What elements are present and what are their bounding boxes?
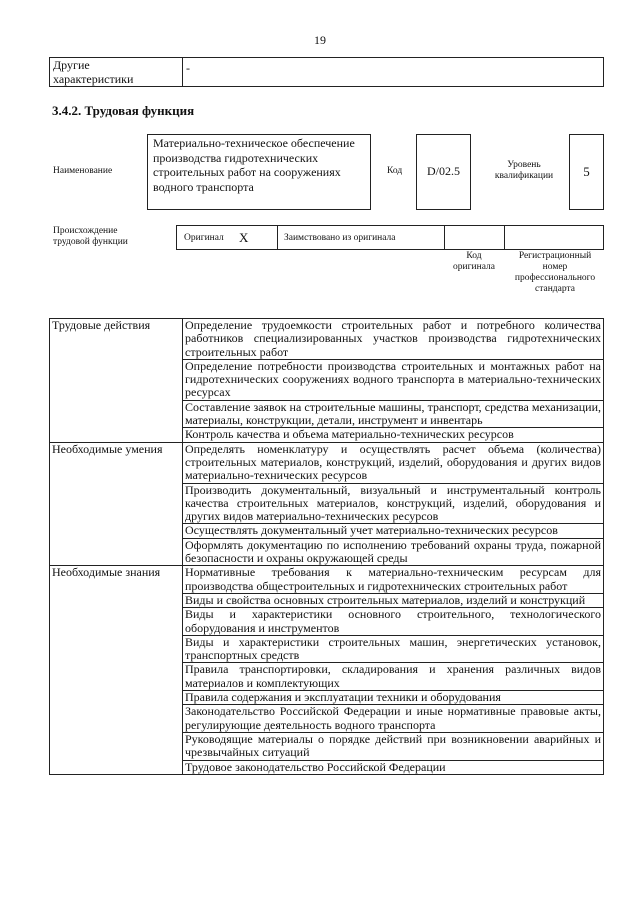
code-value-cell bbox=[416, 134, 471, 210]
item-cell: Определение потребности производства строительных и монтажных работ на гидротехнических сооружениях водного транспорта в материально-технических ресурсах bbox=[183, 359, 604, 400]
original-label: Оригинал bbox=[184, 233, 224, 243]
reg-caption: Регистрационный номер профессионального стандарта bbox=[514, 251, 596, 294]
category-cell: Необходимые умения bbox=[50, 442, 183, 566]
origin-reg-cell bbox=[504, 225, 604, 250]
name-value-cell bbox=[147, 134, 371, 210]
level-value: 5 bbox=[583, 164, 590, 179]
code-caption: Код оригинала bbox=[453, 251, 495, 272]
other-characteristics-label-cell bbox=[49, 57, 183, 87]
item-cell: Оформлять документацию по исполнению требований охраны труда, пожарной безопасности и охраны окружающей среды bbox=[183, 538, 604, 566]
level-label: Уровень квалификации bbox=[494, 160, 554, 181]
table-row bbox=[50, 319, 604, 360]
item-cell: Законодательство Российской Федерации и иные нормативные правовые акты, регулирующие деятельность водного транспорта bbox=[183, 705, 604, 733]
category-cell: Необходимые знания bbox=[50, 566, 183, 774]
item-cell: Производить документальный, визуальный и инструментальный контроль качества строительных материалов, конструкций, изделий, оборудования и других видов материально-технических ресурсов bbox=[183, 483, 604, 524]
item-cell: Трудовое законодательство Российской Федерации bbox=[183, 760, 604, 774]
origin-original-cell bbox=[176, 225, 278, 250]
item-cell: Определение трудоемкости строительных работ и потребного количества работников специализированных участков производства гидротехнических строительных работ bbox=[183, 319, 604, 360]
level-value-cell bbox=[569, 134, 604, 210]
other-characteristics-value: - bbox=[186, 61, 190, 75]
item-cell: Виды и характеристики основного строительного, технологического оборудования и инструментов bbox=[183, 608, 604, 636]
table-row bbox=[50, 442, 604, 483]
item-cell: Контроль качества и объема материально-технических ресурсов bbox=[183, 428, 604, 442]
item-cell: Составление заявок на строительные машины, транспорт, средства механизации, материалы, конструкции, детали, инструмент и инвентарь bbox=[183, 400, 604, 428]
function-name: Материально-техническое обеспечение производства гидротехнических строительных работ на сооружениях водного транспорта bbox=[153, 136, 355, 194]
origin-label: Происхождение трудовой функции bbox=[53, 226, 128, 247]
page-number: 19 bbox=[314, 33, 326, 47]
item-cell: Определять номенклатуру и осуществлять расчет объема (количества) строительных материалов, конструкций, изделий, оборудования и других видов материально-технических ресурсов bbox=[183, 442, 604, 483]
name-label: Наименование bbox=[53, 166, 113, 176]
origin-code-cell bbox=[444, 225, 505, 250]
other-characteristics-label: Другие характеристики bbox=[53, 58, 134, 86]
other-characteristics-value-cell bbox=[182, 57, 604, 87]
code-label: Код bbox=[387, 166, 403, 176]
item-cell: Виды и характеристики строительных машин, энергетических установок, транспортных средств bbox=[183, 635, 604, 663]
section-title: 3.4.2. Трудовая функция bbox=[52, 103, 195, 118]
labor-function-table bbox=[49, 318, 604, 775]
item-cell: Руководящие материалы о порядке действий при возникновении аварийных и чрезвычайных ситуаций bbox=[183, 732, 604, 760]
borrowed-label: Заимствовано из оригинала bbox=[284, 233, 396, 243]
code-value: D/02.5 bbox=[427, 164, 460, 178]
table-row bbox=[50, 566, 604, 594]
item-cell: Правила содержания и эксплуатации техники и оборудования bbox=[183, 691, 604, 705]
category-cell: Трудовые действия bbox=[50, 319, 183, 443]
item-cell: Осуществлять документальный учет материально-технических ресурсов bbox=[183, 524, 604, 538]
origin-borrowed-cell bbox=[277, 225, 445, 250]
item-cell: Виды и свойства основных строительных материалов, изделий и конструкций bbox=[183, 593, 604, 607]
item-cell: Правила транспортировки, складирования и хранения различных видов материалов и комплектующих bbox=[183, 663, 604, 691]
original-mark: X bbox=[239, 230, 249, 245]
item-cell: Нормативные требования к материально-техническим ресурсам для производства общестроительных и гидротехнических строительных работ bbox=[183, 566, 604, 594]
